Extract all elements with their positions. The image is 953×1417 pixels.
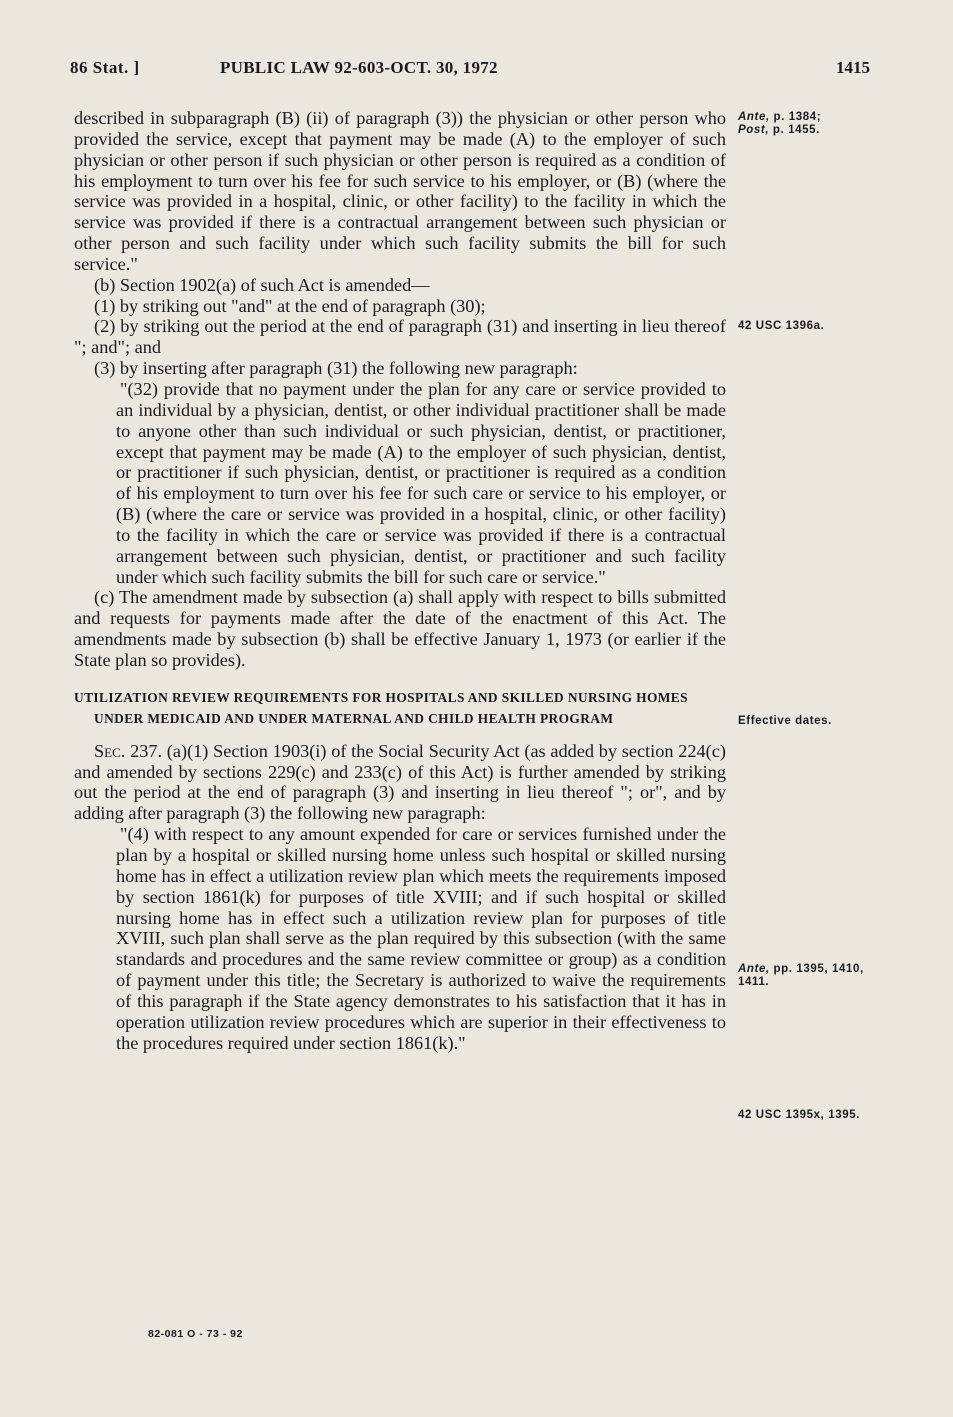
margin-note-ante-pages: Ante, pp. 1395, 1410, 1411. (738, 963, 864, 988)
paragraph-subsection-b: (b) Section 1902(a) of such Act is amended— (94, 274, 430, 295)
page-number: 1415 (836, 58, 870, 77)
paragraph-clause-2: (2) by striking out the period at the end of paragraph (31) and inserting in lieu thereof "; and"; and (74, 316, 726, 358)
page-header (70, 58, 870, 84)
footer-print-code: 82-081 O - 73 - 92 (148, 1328, 243, 1340)
margin-note-usc-1396a: 42 USC 1396a. (738, 320, 825, 332)
section-label: Sec. 237. (94, 740, 163, 761)
paragraph-subsection-c: (c) The amendment made by subsection (a) shall apply with respect to bills submitted and requests for payments made after the date of the enactment of this Act. The amendments made by subsection (b) shall be effective January 1, 1973 (or earlier if the State plan so provides). (74, 587, 726, 670)
statute-reference: 86 Stat. ] (70, 58, 140, 77)
section-heading: UTILIZATION REVIEW REQUIREMENTS FOR HOSPITALS AND SKILLED NURSING HOMES UNDER MEDICAID AND UNDER MATERNAL AND CHILD HEALTH PROGRAM (74, 689, 688, 726)
law-title: PUBLIC LAW 92-603-OCT. 30, 1972 (220, 58, 498, 77)
paragraph-clause-3: (3) by inserting after paragraph (31) the following new paragraph: (94, 358, 578, 379)
quoted-paragraph-4: "(4) with respect to any amount expended for care or services furnished under the plan by a hospital or skilled nursing home unless such hospital or skilled nursing home has in effect a utilization review plan which meets the requirements imposed by section 1861(k) for purposes of title XVIII; and if such hospital or skilled nursing home has in effect such a utilization review plan for purposes of title XVIII, such plan shall serve as the plan required by this subsection (with the same standards and procedures and the same review committee or group) as a condition of payment under this title; the Secretary is authorized to waive the requirements of this paragraph if the State agency demonstrates to his satisfaction that it has in operation utilization review procedures which are superior in their effectiveness to the procedures required under section 1861(k)." (116, 824, 726, 1053)
quoted-paragraph-32: "(32) provide that no payment under the plan for any care or service provided to an individual by a physician, dentist, or other individual practitioner shall be made to anyone other than such individual or such physician, dentist, or practitioner, except that payment may be made (A) to the employer of such physician, dentist, or practitioner if such physician, dentist, or practitioner is required as a condition of his employment to turn over his fee for such care or service to his employer, or (B) (where the care or service was provided in a hospital, clinic, or other facility) to the facility in which the care or service was provided if there is a contractual arrangement between such physician, dentist, or practitioner and such facility under which such facility submits the bill for such care or service." (116, 378, 726, 587)
body-text (74, 108, 726, 1053)
section-237-text: (a)(1) Section 1903(i) of the Social Security Act (as added by section 224(c) and amended by sections 229(c) and 233(c) of this Act) is further amended by striking out the period at the end of paragraph (3) and inserting in lieu thereof "; or", and by adding after paragraph (3) the following new paragraph: (74, 740, 726, 824)
paragraph-clause-1: (1) by striking out "and" at the end of paragraph (30); (94, 295, 486, 316)
paragraph-continuation: described in subparagraph (B) (ii) of paragraph (3)) the physician or other person who provided the service, except that payment may be made (A) to the employer of such physician or other person if such physician or other person is required as a condition of his employment to turn over his fee for such service to his employer, or (B) (where the service was provided in a hospital, clinic, or other facility) to the facility in which the service was provided if there is a contractual arrangement between such physician or other person and such facility under which such facility submits the bill for such service." (74, 108, 726, 274)
paragraph-section-237 (74, 741, 726, 824)
margin-note-usc-1395x: 42 USC 1395x, 1395. (738, 1109, 861, 1121)
margin-note-effective-dates: Effective dates. (738, 715, 832, 727)
margin-note-ante-post: Ante, p. 1384; Post, p. 1455. (738, 111, 822, 136)
